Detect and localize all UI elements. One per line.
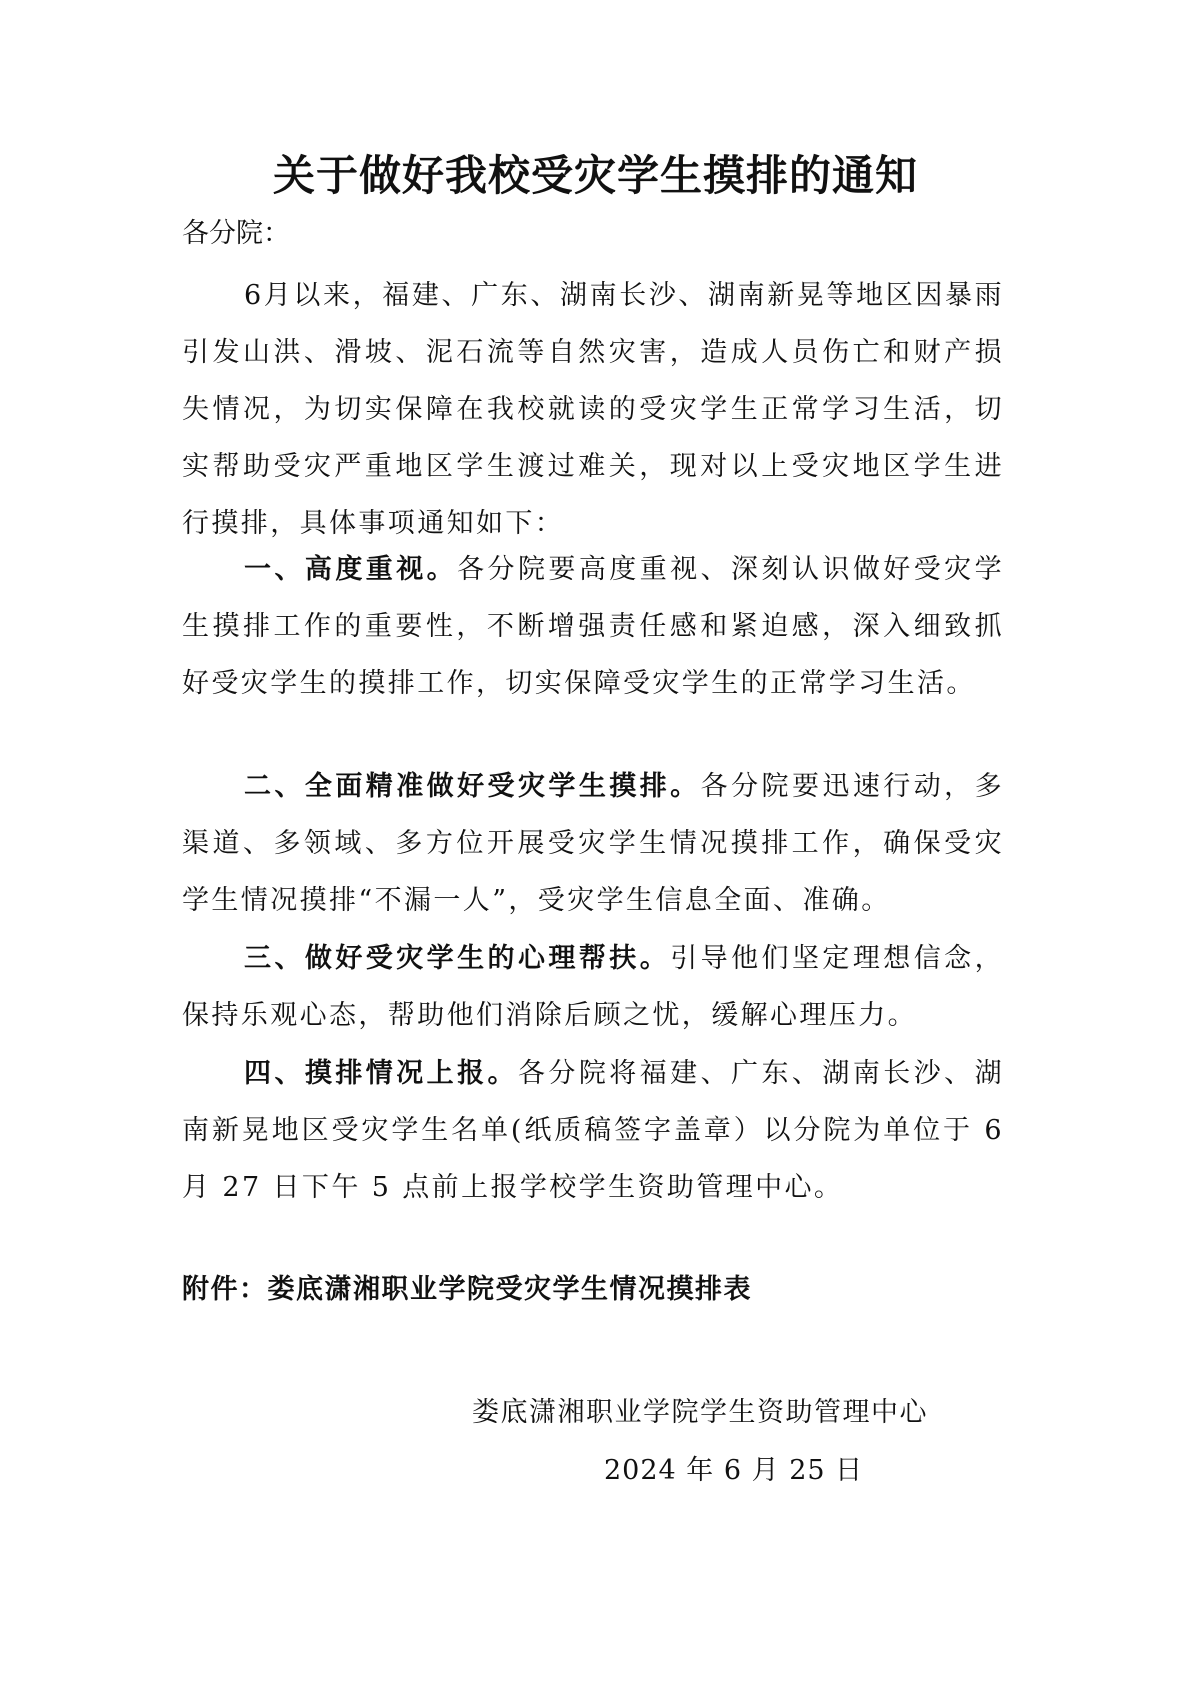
section-paragraph-1 <box>182 541 1004 712</box>
issuer-signature: 娄底潇湘职业学院学生资助管理中心 <box>472 1397 928 1428</box>
section-heading-1: 一、高度重视。 <box>244 554 458 585</box>
section-paragraph-4 <box>182 1045 1004 1216</box>
section-heading-2: 二、全面精准做好受灾学生摸排。 <box>244 771 701 802</box>
issue-date: 2024 年 6 月 25 日 <box>604 1455 864 1486</box>
section-text-4: 各分院将福建、广东、湖南长沙、湖南新晃地区受灾学生名单(纸质稿签字盖章）以分院为单位于 6 月 27 日下午 5 点前上报学校学生资助管理中心。 <box>182 1058 1004 1203</box>
section-heading-4: 四、摸排情况上报。 <box>244 1058 518 1089</box>
section-text-3: 引导他们坚定理想信念，保持乐观心态，帮助他们消除后顾之忧，缓解心理压力。 <box>182 943 1004 1031</box>
section-text-2: 各分院要迅速行动，多渠道、多领域、多方位开展受灾学生情况摸排工作，确保受灾学生情况摸排“不漏一人”，受灾学生信息全面、准确。 <box>182 771 1004 916</box>
salutation: 各分院： <box>182 218 290 249</box>
section-paragraph-2 <box>182 758 1004 929</box>
section-heading-3: 三、做好受灾学生的心理帮扶。 <box>244 943 671 974</box>
section-text-1: 各分院要高度重视、深刻认识做好受灾学生摸排工作的重要性，不断增强责任感和紧迫感，深入细致抓好受灾学生的摸排工作，切实保障受灾学生的正常学习生活。 <box>182 554 1004 699</box>
intro-paragraph: 6月以来，福建、广东、湖南长沙、湖南新晃等地区因暴雨引发山洪、滑坡、泥石流等自然灾害，造成人员伤亡和财产损失情况，为切实保障在我校就读的受灾学生正常学习生活，切实帮助受灾严重地区学生渡过难关，现对以上受灾地区学生进行摸排，具体事项通知如下： <box>182 280 1004 539</box>
section-paragraph-3 <box>182 930 1004 1044</box>
document-title: 关于做好我校受灾学生摸排的通知 <box>272 151 918 200</box>
attachment-line: 附件：娄底潇湘职业学院受灾学生情况摸排表 <box>182 1274 752 1305</box>
